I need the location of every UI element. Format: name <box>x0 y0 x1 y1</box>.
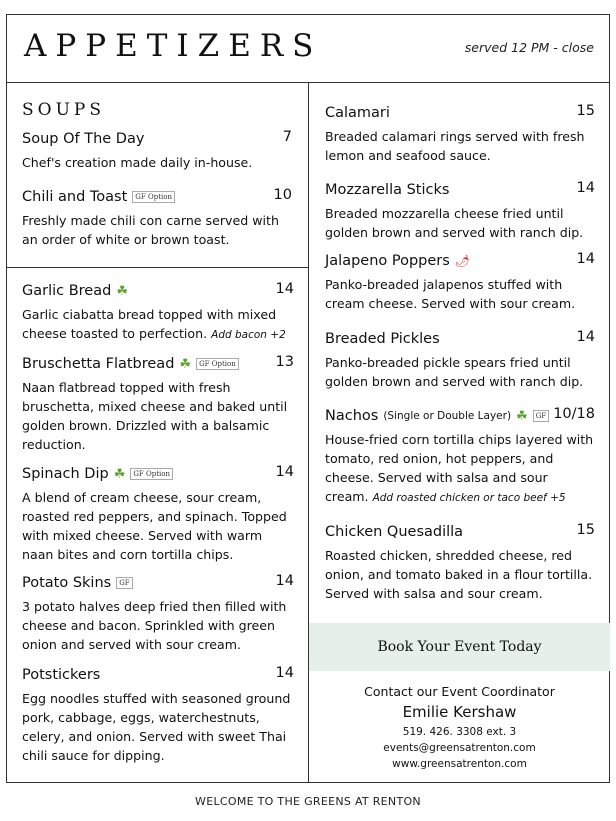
item-name: Bruschetta Flatbread <box>22 356 175 372</box>
column-divider <box>308 82 309 783</box>
item-description <box>325 127 595 165</box>
gluten-free-badge: GF <box>533 410 549 422</box>
item-description <box>22 305 294 345</box>
description-text: Panko-breaded pickle spears fried until golden brown and served with ranch dip. <box>325 355 584 389</box>
menu-item <box>325 103 595 165</box>
item-name: Soup Of The Day <box>22 131 145 147</box>
spicy-pepper-icon: 🌶 <box>454 254 471 268</box>
item-price: 14 <box>275 573 294 589</box>
event-contact-label: Contact our Event Coordinator <box>364 684 555 699</box>
vegetarian-leaf-icon: ☘ <box>516 408 528 424</box>
item-header <box>325 329 595 349</box>
item-description <box>325 546 595 603</box>
event-title: Book Your Event Today <box>377 639 542 655</box>
item-price: 14 <box>576 329 595 345</box>
description-text: A blend of cream cheese, sour cream, roasted red peppers, and spinach. Topped with mixed cheese. Served with warm naan bites and corn tortilla chips. <box>22 490 287 562</box>
gluten-free-badge: GF Option <box>130 468 173 480</box>
menu-item <box>22 129 292 172</box>
footer-welcome: WELCOME TO THE GREENS AT RENTON <box>195 795 421 808</box>
item-header <box>22 665 294 685</box>
description-text: House-fried corn tortilla chips layered with tomato, red onion, hot peppers, and cheese. Served with salsa and sour cream. <box>325 432 594 504</box>
item-description <box>22 597 294 654</box>
item-price: 14 <box>275 464 294 480</box>
description-text: Panko-breaded jalapenos stuffed with cream cheese. Served with sour cream. <box>325 277 576 311</box>
item-description <box>325 430 595 508</box>
description-text: Naan flatbread topped with fresh bruschetta, mixed cheese and baked until golden brown. Drizzled with a balsamic reduction. <box>22 380 288 452</box>
item-description <box>22 378 294 454</box>
item-name: Breaded Pickles <box>325 331 440 347</box>
item-header <box>22 129 292 149</box>
item-description <box>325 204 595 242</box>
item-price: 10/18 <box>553 406 595 422</box>
item-name: Mozzarella Sticks <box>325 182 450 198</box>
menu-item <box>325 329 595 391</box>
menu-item <box>325 522 595 603</box>
item-header <box>325 522 595 542</box>
item-name: Potstickers <box>22 667 101 683</box>
item-price: 14 <box>576 251 595 267</box>
menu-item <box>325 251 595 313</box>
gluten-free-badge: GF <box>116 577 132 589</box>
soups-heading: SOUPS <box>22 100 105 120</box>
item-description <box>22 211 292 249</box>
description-text: Chef's creation made daily in-house. <box>22 155 253 170</box>
menu-item <box>22 187 292 249</box>
menu-item <box>22 281 294 345</box>
item-name: Calamari <box>325 105 390 121</box>
item-name: Nachos <box>325 408 379 424</box>
vegetarian-leaf-icon: ☘ <box>179 356 192 372</box>
event-phone: 519. 426. 3308 ext. 3 <box>402 726 517 738</box>
event-coordinator-name: Emilie Kershaw <box>402 703 517 721</box>
description-text: Garlic ciabatta bread topped with mixed cheese toasted to perfection. <box>22 307 277 341</box>
menu-item <box>325 406 595 508</box>
item-description <box>22 153 292 172</box>
event-website[interactable]: www.greensatrenton.com <box>392 758 527 770</box>
soups-divider <box>6 267 308 268</box>
item-header <box>22 187 292 207</box>
gluten-free-badge: GF Option <box>132 191 175 203</box>
item-note: (Single or Double Layer) <box>383 410 512 422</box>
description-text: 3 potato halves deep fried then filled with cheese and bacon. Sprinkled with green onion and served with sour cream. <box>22 599 287 652</box>
menu-item <box>22 665 294 765</box>
item-name: Potato Skins <box>22 575 112 591</box>
served-hours: served 12 PM - close <box>464 40 594 55</box>
description-text: Breaded calamari rings served with fresh lemon and seafood sauce. <box>325 129 585 163</box>
item-header <box>22 281 294 301</box>
item-price: 13 <box>275 354 294 370</box>
item-price: 14 <box>275 665 294 681</box>
item-price: 15 <box>576 103 595 119</box>
page-title: APPETIZERS <box>24 28 323 64</box>
description-text: Egg noodles stuffed with seasoned ground pork, cabbage, eggs, waterchestnuts, celery, and onion. Served with sweet Thai chili sauce for dipping. <box>22 691 291 763</box>
vegetarian-leaf-icon: ☘ <box>116 283 128 299</box>
menu-item <box>325 180 595 242</box>
item-description <box>325 353 595 391</box>
description-text: Breaded mozzarella cheese fried until golden brown and served with ranch dip. <box>325 206 584 240</box>
item-header <box>22 573 294 593</box>
item-price: 15 <box>576 522 595 538</box>
item-name: Jalapeno Poppers <box>325 253 450 269</box>
menu-item <box>22 573 294 654</box>
item-header <box>22 464 294 484</box>
item-addon: Add roasted chicken or taco beef +5 <box>372 492 566 504</box>
item-header <box>325 406 595 426</box>
item-addon: Add bacon +2 <box>211 329 286 341</box>
item-name: Chicken Quesadilla <box>325 524 464 540</box>
menu-item <box>22 354 294 454</box>
item-header <box>325 180 595 200</box>
event-email[interactable]: events@greensatrenton.com <box>383 742 536 754</box>
description-text: Roasted chicken, shredded cheese, red onion, and tomato baked in a flour tortilla. Served with salsa and sour cream. <box>325 548 593 601</box>
item-description <box>325 275 595 313</box>
item-header <box>22 354 294 374</box>
item-price: 7 <box>282 129 292 145</box>
vegetarian-leaf-icon: ☘ <box>113 466 126 482</box>
item-description <box>22 689 294 765</box>
menu-item <box>22 464 294 564</box>
item-name: Spinach Dip <box>22 466 109 482</box>
item-header <box>325 103 595 123</box>
item-header <box>325 251 595 271</box>
item-name: Garlic Bread <box>22 283 112 299</box>
item-price: 14 <box>576 180 595 196</box>
gluten-free-badge: GF Option <box>196 358 239 370</box>
item-price: 14 <box>275 281 294 297</box>
item-description <box>22 488 294 564</box>
item-name: Chili and Toast <box>22 189 128 205</box>
item-price: 10 <box>273 187 292 203</box>
description-text: Freshly made chili con carne served with an order of white or brown toast. <box>22 213 279 247</box>
